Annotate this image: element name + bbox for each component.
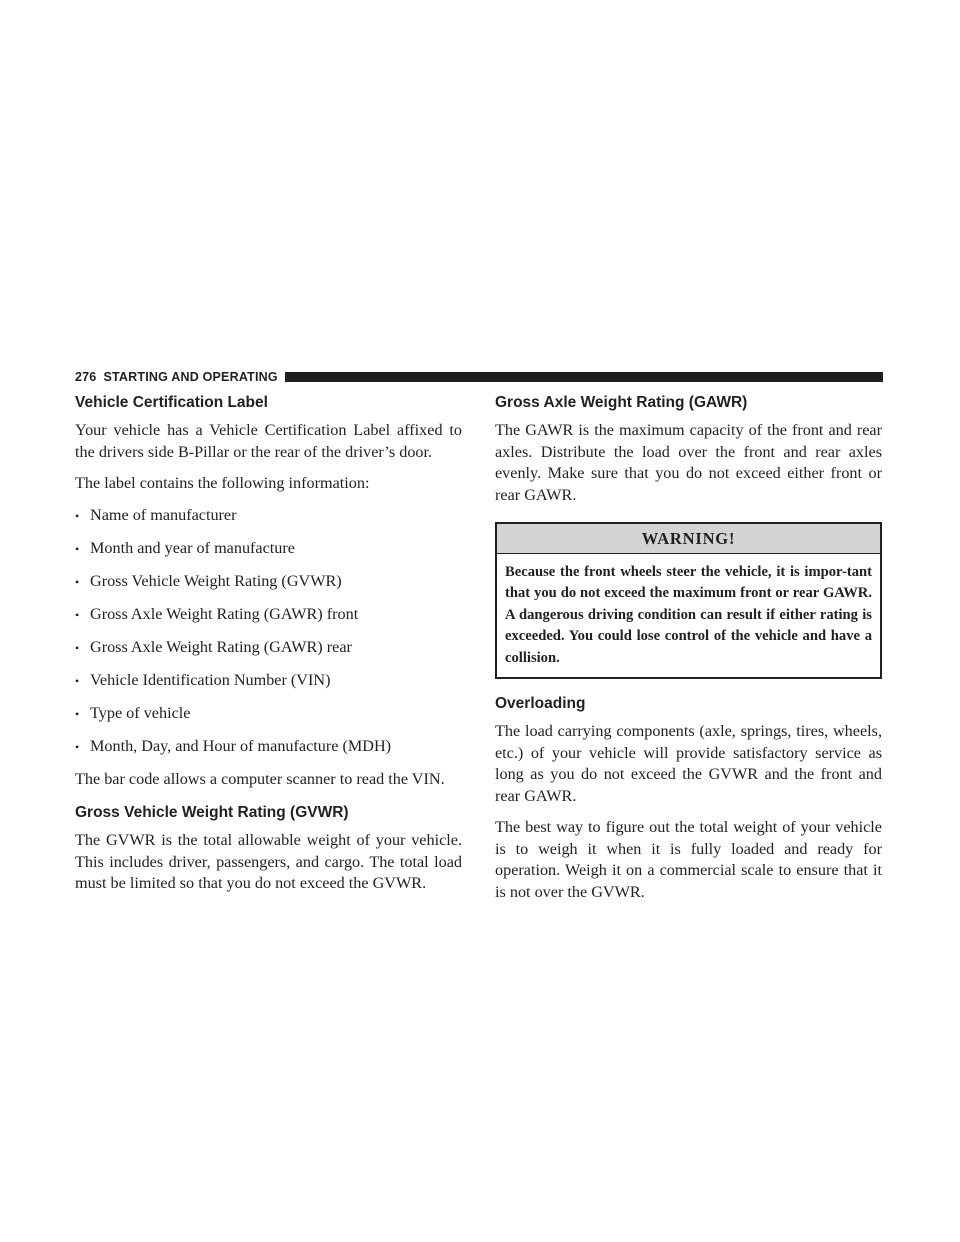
vcl-paragraph-3: The bar code allows a computer scanner to read the VIN. xyxy=(75,769,445,788)
overloading-heading: Overloading xyxy=(495,695,586,713)
warning-title: WARNING! xyxy=(497,524,880,554)
overloading-paragraph-2: The best way to figure out the total weight of your vehicle is to weigh it when it is fully loaded and ready for operation. Weigh it on a commercial scale to ensure that it is not over the GVWR. xyxy=(495,818,882,901)
right-column xyxy=(495,394,882,913)
list-item-text: Gross Axle Weight Rating (GAWR) rear xyxy=(90,637,352,656)
bullet-icon: • xyxy=(75,574,80,589)
vcl-paragraph-1: Your vehicle has a Vehicle Certification Label affixed to the drivers side B-Pillar or the rear of the driver’s door. xyxy=(75,421,462,461)
list-item-text: Gross Axle Weight Rating (GAWR) front xyxy=(90,604,359,623)
bullet-icon: • xyxy=(75,640,80,655)
list-item-text: Name of manufacturer xyxy=(90,505,237,524)
header-rule-bar xyxy=(285,372,883,382)
list-item xyxy=(75,571,462,594)
list-item-text: Vehicle Identification Number (VIN) xyxy=(90,670,331,689)
bullet-icon: • xyxy=(75,739,80,754)
vehicle-certification-label-heading: Vehicle Certification Label xyxy=(75,394,268,411)
list-item xyxy=(75,538,462,561)
gawr-paragraph: The GAWR is the maximum capacity of the front and rear axles. Distribute the load over the front and rear axles evenly. Make sure that you do not exceed either front or rear GAWR. xyxy=(495,421,882,504)
bullet-icon: • xyxy=(75,508,80,523)
gvwr-paragraph: The GVWR is the total allowable weight of your vehicle. This includes driver, passengers, and cargo. The total load must be limited so that you do not exceed the GVWR. xyxy=(75,831,462,892)
bullet-icon: • xyxy=(75,541,80,556)
list-item xyxy=(75,604,462,627)
bullet-icon: • xyxy=(75,607,80,622)
vcl-paragraph-2: The label contains the following information: xyxy=(75,474,370,492)
list-item xyxy=(75,637,462,660)
list-item xyxy=(75,736,462,759)
list-item-text: Type of vehicle xyxy=(90,703,191,722)
list-item-text: Gross Vehicle Weight Rating (GVWR) xyxy=(90,571,342,590)
gawr-heading: Gross Axle Weight Rating (GAWR) xyxy=(495,394,748,411)
gvwr-heading: Gross Vehicle Weight Rating (GVWR) xyxy=(75,804,349,821)
label-information-list xyxy=(75,505,462,759)
list-item-text: Month, Day, and Hour of manufacture (MDH) xyxy=(90,736,392,755)
section-title: STARTING AND OPERATING xyxy=(103,370,278,384)
bullet-icon: • xyxy=(75,673,80,688)
overloading-paragraph-1: The load carrying components (axle, springs, tires, wheels, etc.) of your vehicle will provide satisfactory service as long as you do not exceed the GVWR and the front and rear GAWR. xyxy=(495,722,882,805)
page-header xyxy=(75,370,883,384)
left-column xyxy=(75,394,462,905)
list-item xyxy=(75,505,462,528)
bullet-icon: • xyxy=(75,706,80,721)
page-number: 276 xyxy=(75,370,97,384)
warning-box xyxy=(495,522,882,679)
warning-text: Because the front wheels steer the vehicle, it is impor-tant that you do not exceed the maximum front or rear GAWR. A dangerous driving condition can result if either rating is exceeded. You could lose control of the vehicle and have a collision. xyxy=(505,564,872,666)
list-item xyxy=(75,670,462,693)
list-item-text: Month and year of manufacture xyxy=(90,538,295,557)
list-item xyxy=(75,703,462,726)
